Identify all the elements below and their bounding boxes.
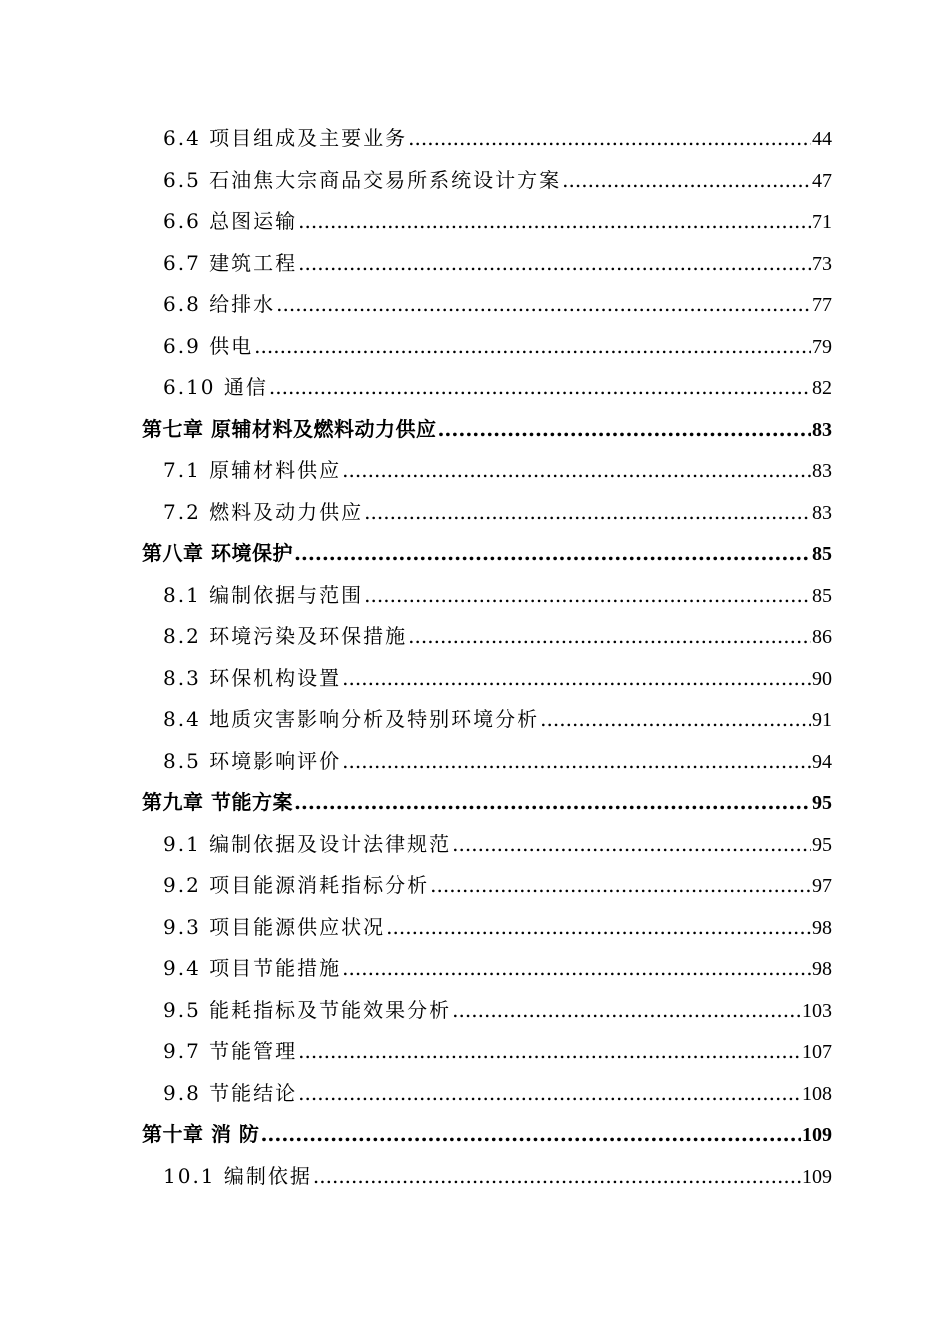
toc-section-entry[interactable] (142, 907, 832, 949)
toc-dot-leader (540, 699, 811, 741)
toc-entry-title: 9.4 项目节能措施 (163, 956, 342, 980)
toc-section-entry[interactable] (142, 118, 832, 160)
toc-chapter-entry[interactable] (142, 533, 832, 575)
toc-dot-leader (408, 616, 811, 658)
toc-dot-leader (342, 658, 811, 700)
toc-dot-leader (298, 201, 811, 243)
toc-section-entry[interactable] (142, 160, 832, 202)
toc-page-number: 91 (812, 709, 832, 731)
toc-dot-leader (298, 243, 811, 285)
toc-section-entry[interactable] (142, 865, 832, 907)
toc-page-number: 71 (812, 211, 832, 233)
toc-dot-leader (342, 450, 811, 492)
toc-section-entry[interactable] (142, 575, 832, 617)
toc-section-entry[interactable] (142, 243, 832, 285)
toc-page-number: 90 (812, 667, 832, 690)
toc-page-number: 107 (802, 1041, 832, 1063)
table-of-contents (142, 118, 832, 1197)
toc-dot-leader (254, 326, 811, 368)
toc-entry-title: 7.2 燃料及动力供应 (163, 499, 364, 524)
toc-page-number: 98 (812, 958, 832, 980)
toc-entry-title: 6.8 给排水 (163, 292, 276, 316)
toc-dot-leader (342, 741, 811, 783)
toc-entry-title: 8.5 环境影响评价 (163, 748, 342, 773)
toc-entry-title: 6.7 建筑工程 (163, 250, 298, 275)
toc-page-number: 108 (802, 1082, 832, 1105)
toc-entry-title: 6.4 项目组成及主要业务 (163, 126, 408, 150)
toc-dot-leader (408, 118, 811, 160)
toc-section-entry[interactable] (142, 1156, 832, 1198)
toc-entry-title: 10.1 编制依据 (163, 1163, 312, 1188)
toc-section-entry[interactable] (142, 284, 832, 326)
toc-page-number: 98 (812, 916, 832, 939)
toc-section-entry[interactable] (142, 450, 832, 492)
toc-page-number: 94 (812, 750, 832, 773)
toc-section-entry[interactable] (142, 1031, 832, 1073)
toc-entry-title: 6.5 石油焦大宗商品交易所系统设计方案 (163, 167, 562, 192)
toc-dot-leader (313, 1156, 801, 1198)
toc-dot-leader (437, 409, 811, 451)
toc-entry-title: 6.6 总图运输 (163, 209, 298, 233)
toc-page-number: 85 (812, 584, 832, 607)
toc-dot-leader (452, 990, 801, 1032)
toc-entry-title: 9.8 节能结论 (163, 1080, 298, 1105)
toc-section-entry[interactable] (142, 326, 832, 368)
toc-dot-leader (364, 575, 811, 617)
toc-page-number: 95 (812, 833, 832, 856)
toc-section-entry[interactable] (142, 1073, 832, 1115)
toc-dot-leader (269, 367, 811, 409)
toc-section-entry[interactable] (142, 367, 832, 409)
toc-entry-title: 9.3 项目能源供应状况 (163, 914, 386, 939)
toc-section-entry[interactable] (142, 616, 832, 658)
toc-section-entry[interactable] (142, 741, 832, 783)
toc-page-number: 109 (802, 1124, 832, 1146)
toc-entry-title: 9.7 节能管理 (163, 1039, 298, 1063)
toc-page-number: 103 (802, 999, 832, 1022)
toc-dot-leader (430, 865, 811, 907)
toc-page-number: 79 (812, 335, 832, 358)
toc-page-number: 97 (812, 875, 832, 897)
toc-entry-title: 8.3 环保机构设置 (163, 665, 342, 690)
toc-page-number: 77 (812, 294, 832, 316)
toc-entry-title: 第八章 环境保护 (142, 541, 293, 565)
toc-entry-title: 9.2 项目能源消耗指标分析 (163, 873, 430, 897)
toc-entry-title: 6.9 供电 (163, 333, 254, 358)
toc-entry-title: 第七章 原辅材料及燃料动力供应 (142, 416, 437, 441)
toc-entry-title: 9.5 能耗指标及节能效果分析 (163, 997, 452, 1022)
toc-section-entry[interactable] (142, 658, 832, 700)
toc-section-entry[interactable] (142, 824, 832, 866)
toc-dot-leader (562, 160, 811, 202)
toc-entry-title: 第九章 节能方案 (142, 790, 293, 814)
toc-page-number: 95 (812, 792, 832, 814)
toc-page-number: 86 (812, 626, 832, 648)
toc-page-number: 83 (812, 501, 832, 524)
toc-page-number: 83 (812, 418, 832, 441)
toc-section-entry[interactable] (142, 990, 832, 1032)
toc-chapter-entry[interactable] (142, 1114, 832, 1156)
toc-page-number: 44 (812, 128, 832, 150)
toc-dot-leader (452, 824, 811, 866)
toc-entry-title: 9.1 编制依据及设计法律规范 (163, 831, 452, 856)
toc-page-number: 83 (812, 460, 832, 482)
toc-section-entry[interactable] (142, 699, 832, 741)
toc-entry-title: 第十章 消 防 (142, 1122, 260, 1146)
toc-dot-leader (386, 907, 811, 949)
toc-section-entry[interactable] (142, 201, 832, 243)
toc-page-number: 73 (812, 252, 832, 275)
toc-entry-title: 7.1 原辅材料供应 (163, 458, 342, 482)
toc-dot-leader (364, 492, 811, 534)
toc-section-entry[interactable] (142, 492, 832, 534)
toc-dot-leader (298, 1031, 801, 1073)
toc-chapter-entry[interactable] (142, 782, 832, 824)
toc-dot-leader (342, 948, 811, 990)
toc-chapter-entry[interactable] (142, 409, 832, 451)
toc-page-number: 109 (802, 1165, 832, 1188)
toc-entry-title: 8.1 编制依据与范围 (163, 582, 364, 607)
toc-section-entry[interactable] (142, 948, 832, 990)
toc-dot-leader (298, 1073, 801, 1115)
toc-dot-leader (260, 1114, 801, 1156)
toc-dot-leader (276, 284, 811, 326)
toc-page-number: 47 (812, 169, 832, 192)
toc-entry-title: 8.2 环境污染及环保措施 (163, 624, 408, 648)
toc-dot-leader (294, 533, 811, 575)
toc-page-number: 85 (812, 543, 832, 565)
toc-page-number: 82 (812, 377, 832, 399)
toc-entry-title: 6.10 通信 (163, 375, 268, 399)
toc-entry-title: 8.4 地质灾害影响分析及特别环境分析 (163, 707, 540, 731)
toc-dot-leader (294, 782, 811, 824)
